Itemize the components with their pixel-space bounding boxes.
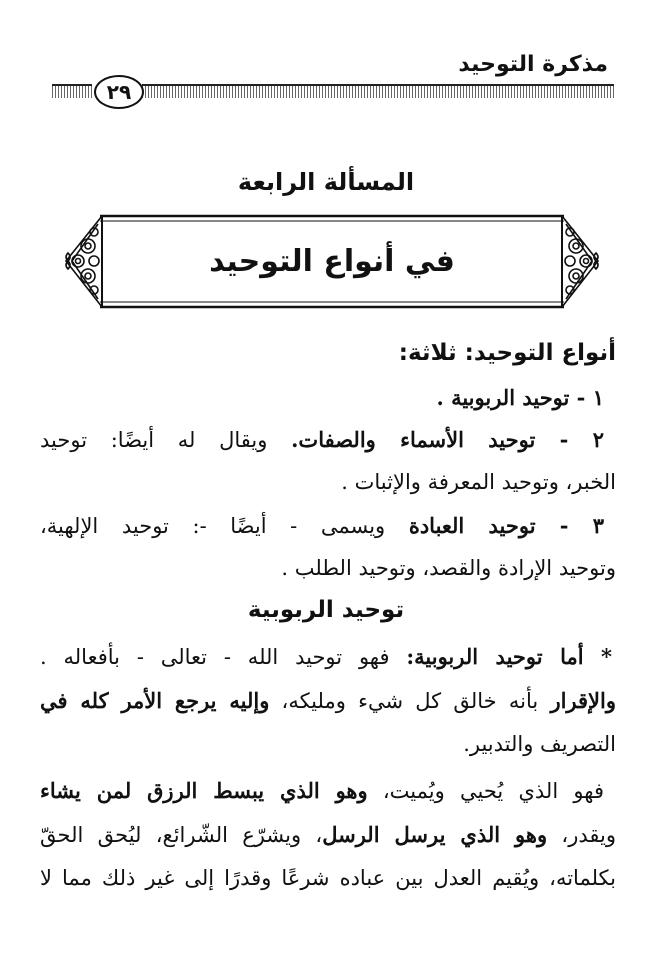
subsection-heading: توحيد الربوبية — [247, 597, 405, 623]
list-item-1 — [40, 385, 604, 410]
paragraph-2-part-a: فهو الذي يُحيي ويُميت، — [367, 779, 604, 803]
paragraph-1-bold: * أما توحيد الربوبية: — [406, 644, 613, 669]
issue-heading: المسألة الرابعة — [237, 168, 415, 196]
list-item-3-continuation: وتوحيد الإرادة والقصد، وتوحيد الطلب . — [281, 556, 616, 580]
paragraph-1-line-3: التصريف والتدبير. — [463, 732, 616, 756]
paragraph-2-line-2 — [40, 822, 616, 847]
running-title: مذكرة التوحيد — [458, 52, 608, 77]
paragraph-2-line-2-bold: وهو الذي يرسل الرسل — [322, 822, 548, 847]
types-intro: أنواع التوحيد: ثلاثة: — [398, 340, 616, 366]
paragraph-1-line-2 — [40, 688, 616, 713]
header-rule-pattern — [142, 86, 614, 98]
list-item-3-bold: ٣ - توحيد العبادة — [408, 513, 604, 538]
list-item-1-text: ١ - توحيد الربوبية . — [436, 385, 604, 410]
title-frame — [58, 208, 606, 315]
paragraph-2-line-2-rest: ، ويشرّع الشّرائع، ليُحق الحقّ — [40, 823, 323, 847]
header-rule-pattern-left — [52, 86, 92, 98]
paragraph-2-line-2-a: ويقدر، — [547, 823, 616, 847]
paragraph-1-line-1 — [40, 644, 612, 669]
paragraph-1-rest: فهو توحيد الله - تعالى - بأفعاله . — [40, 645, 407, 669]
paragraph-2-line-1 — [40, 778, 604, 803]
paragraph-1-mid: بأنه خالق كل شيء ومليكه، — [269, 689, 551, 713]
paragraph-2-bold: وهو الذي يبسط الرزق لمن يشاء — [40, 778, 368, 803]
paragraph-1-bold-a: والإقرار — [550, 688, 616, 713]
paragraph-1-bold-b: وإليه يرجع الأمر كله في — [40, 688, 270, 713]
list-item-3-rest: ويسمى - أيضًا -: توحيد الإلهية، — [40, 514, 409, 538]
list-item-2-bold: ٢ - توحيد الأسماء والصفات. — [291, 427, 604, 452]
frame-title: في أنواع التوحيد — [209, 244, 455, 279]
page-number: ٢٩ — [94, 75, 144, 109]
list-item-2-rest: ويقال له أيضًا: توحيد — [40, 428, 292, 452]
list-item-3 — [40, 513, 604, 538]
list-item-2 — [40, 427, 604, 452]
list-item-2-continuation: الخبر، وتوحيد المعرفة والإثبات . — [341, 470, 616, 494]
paragraph-2-line-3: بكلماته، ويُقيم العدل بين عباده شرعًا وقدرًا إلى غير ذلك مما لا — [40, 866, 616, 890]
